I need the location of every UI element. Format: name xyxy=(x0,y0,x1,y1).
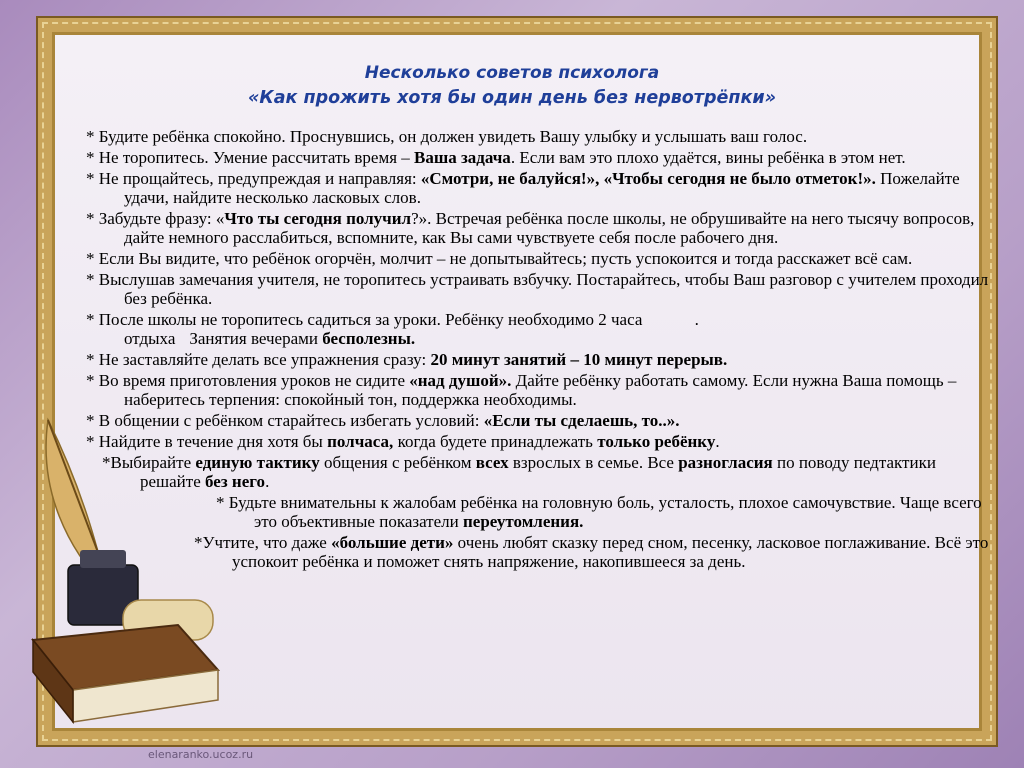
tip-item xyxy=(86,310,991,348)
tip-text: очень любят сказку перед сном, песенку, ласковое поглаживание. Всё это успокоит ребёнка и поможет снять напряжение, накопившееся за день. xyxy=(232,533,989,571)
tip-emphasis: переутомления. xyxy=(463,512,584,531)
tip-text: * Если Вы видите, что ребёнок огорчён, молчит – не допытывайтесь; пусть успокоится и тогда расскажет всё сам. xyxy=(86,249,913,268)
tip-text: Пожелайте удачи, найдите несколько ласковых слов. xyxy=(124,169,960,207)
tip-emphasis: Ваша задача xyxy=(414,148,511,167)
tip-text: * В общении с ребёнком старайтесь избегать условий: xyxy=(86,411,484,430)
tip-text: общения с ребёнком xyxy=(319,453,476,472)
tip-item xyxy=(102,453,991,491)
tip-text: . xyxy=(690,310,699,329)
tip-emphasis: 20 минут занятий – 10 минут перерыв. xyxy=(430,350,728,369)
tip-text: * Будьте внимательны к жалобам ребёнка на головную боль, усталость, плохое самочувствие. Чаще всего это объективные показатели xyxy=(216,493,982,531)
tip-item xyxy=(86,270,991,308)
tip-text: ?». Встречая ребёнка после школы, не обрушивайте на него тысячу вопросов, дайте немного расслабиться, вспомните, как Вы сами чувствуете себя после рабочего дня. xyxy=(124,209,975,247)
tip-item xyxy=(86,148,991,167)
tip-text: * Забудьте фразу: « xyxy=(86,209,225,228)
tip-text: когда будете принадлежать xyxy=(393,432,598,451)
tip-item xyxy=(86,209,991,247)
tip-emphasis: «большие дети» xyxy=(331,533,454,552)
tip-text: . xyxy=(715,432,720,451)
tip-emphasis: без него xyxy=(205,472,266,491)
tip-text: *Учтите, что даже xyxy=(194,533,332,552)
tip-emphasis: «Смотри, не балуйся!», «Чтобы сегодня не было отметок!». xyxy=(420,169,876,188)
tip-text: . Если вам это плохо удаётся, вины ребёнка в этом нет. xyxy=(510,148,906,167)
tip-text: * Будите ребёнка спокойно. Проснувшись, он должен увидеть Вашу улыбку и услышать ваш голос. xyxy=(86,127,808,146)
tip-emphasis: полчаса, xyxy=(327,432,394,451)
tip-item xyxy=(86,350,991,369)
tip-text: Занятия вечерами xyxy=(189,329,323,348)
tip-text: . xyxy=(265,472,270,491)
tip-text: * Выслушав замечания учителя, не торопитесь устраивать взбучку. Постарайтесь, чтобы Ваш разговор с учителем проходил без ребёнка. xyxy=(86,270,989,308)
tip-emphasis: бесполезны. xyxy=(322,329,416,348)
tip-text: * Не прощайтесь, предупреждая и направляя: xyxy=(86,169,421,188)
tip-text: * Во время приготовления уроков не сидите xyxy=(86,371,410,390)
tip-text: * Не торопитесь. Умение рассчитать время – xyxy=(86,148,415,167)
tip-item xyxy=(86,127,991,146)
tip-emphasis: Что ты сегодня получил xyxy=(224,209,412,228)
page-subtitle: «Как прожить хотя бы один день без нервотрёпки» xyxy=(248,88,776,108)
tip-text: *Выбирайте xyxy=(102,453,196,472)
tip-text: Дайте ребёнку работать самому. Если нужна Ваша помощь – наберитесь терпения: спокойный тон, поддержка необходимы. xyxy=(124,371,957,409)
tip-text: по поводу педтактики решайте xyxy=(140,453,936,491)
tip-item xyxy=(194,533,991,571)
tip-text: взрослых в семье. Все xyxy=(508,453,679,472)
quill-inkwell-book-illustration xyxy=(28,400,228,745)
tip-item xyxy=(86,249,991,268)
page-title: Несколько советов психолога xyxy=(364,63,660,83)
tip-text: отдыха xyxy=(124,329,176,348)
tip-emphasis: всех xyxy=(475,453,509,472)
tip-emphasis: только ребёнку xyxy=(597,432,716,451)
tip-emphasis: «над душой». xyxy=(409,371,512,390)
tip-item xyxy=(86,169,991,207)
tip-emphasis: «Если ты сделаешь, то..». xyxy=(483,411,680,430)
site-watermark: elenaranko.ucoz.ru xyxy=(148,748,254,761)
tip-text: * Найдите в течение дня хотя бы xyxy=(86,432,328,451)
tip-text: * После школы не торопитесь садиться за уроки. Ребёнку необходимо 2 часа xyxy=(86,310,643,329)
tip-emphasis: единую тактику xyxy=(195,453,320,472)
tip-text: * Не заставляйте делать все упражнения сразу: xyxy=(86,350,431,369)
tip-item xyxy=(216,493,991,531)
tip-emphasis: разногласия xyxy=(678,453,773,472)
